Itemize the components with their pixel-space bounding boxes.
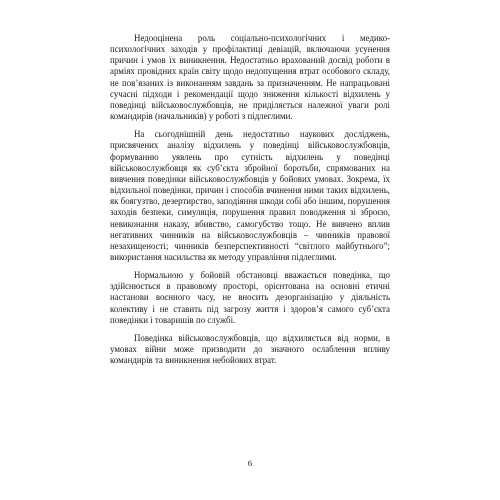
paragraph-2: На сьогоднішній день недостатньо наукових досліджень, присвячених аналізу відхилень у поведінці військовослужбовців, формуванню уявлень про сутність відхилень у поведінці військовослужбовця як суб’єкта збройної боротьби, спрямованих на вивчення поведінки військовослужбовців у бойових умовах. Зокрема, їх відхильної поведінки, причин і способів вчинення ними таких відхилень, як боягузтво, дезертирство, заподіяння шкоди собі або іншим, порушення заходів безпеки, симуляція, порушення правил поводження зі зброєю, невиконання наказу, вбивство, самогубство тощо. Не вивчено вплив негативних чинників на військовослужбовців – чинників правової незахищеності; чинників безперспективності “світлого майбутнього”; використання насильства як методу управління підлеглими. (110, 129, 390, 262)
paragraph-1: Недооцінена роль соціально-психологічних і медико-психологічних заходів у профілактиці девіацій, включаючи усунення причин і умов їх виникнення. Недостатньо врахований досвід роботи в арміях провідних країн світу щодо недопущення втрат особового складу, не пов’язаних із виконанням завдань за призначенням. Не напрацьовані сучасні підходи і рекомендації щодо зниження кількості відхилень у поведінці військовослужбовців, не приділяється належної уваги ролі командирів (начальників) у роботі з підлеглими. (110, 33, 390, 122)
page-number: 6 (247, 458, 253, 468)
body-text (110, 33, 390, 373)
paragraph-4: Поведінка військовослужбовців, що відхиляється від норми, в умовах війни може призводити до значного ослаблення впливу командирів та виникнення небойових втрат. (110, 332, 390, 366)
paragraph-3: Нормальною у бойовій обстановці вважається поведінка, що здійснюється в правовому просторі, орієнтована на основні етичні настанови воєнного часу, не вносить дезорганізацію у діяльність колективу і не ставить під загрозу життя і здоров’я самого суб’єкта поведінки і товаришів по службі. (110, 270, 390, 325)
